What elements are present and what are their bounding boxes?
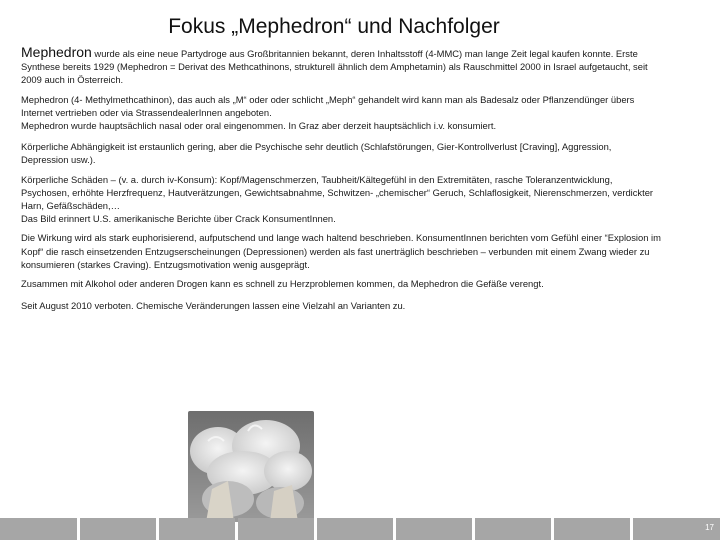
paragraph-damage-text: Körperliche Schäden – (v. a. durch iv-Konsum): Kopf/Magenschmerzen, Taubheit/Kältegefühl in den Extremitäten, rasche Toleranzentwicklung, Psychosen, erhöhte Herzfrequenz, Hautverätzungen, Gewichtsabnahme, Schwitzen- „chemischer“ Geruch, Schlaflosigkeit, Nierenschmerzen, verdickter Harn, Gefäßschäden,…: [21, 173, 654, 212]
footer-segment: [475, 518, 551, 540]
footer-segment: [159, 518, 235, 540]
powder-bags-photo: [188, 411, 314, 522]
paragraph-intro-text: wurde als eine neue Partydroge aus Großbritannien bekannt, deren Inhaltsstoff (4-MMC) man lange Zeit legal kaufen konnte. Erste Synthese bereits 1929 (Mephedron = Derivat des Methcathinons, strukturell ähnlich dem Amphetamin) als Rauschmittel 2000 in Israel aufgetaucht, seit 2009 auch in Österreich.: [21, 48, 648, 86]
footer-segment: [80, 518, 156, 540]
footer-segment: [238, 518, 314, 540]
paragraph-alcohol: Zusammen mit Alkohol oder anderen Drogen kann es schnell zu Herzproblemen kommen, da Mephedron die Gefäße verengt.: [21, 278, 544, 290]
slide-body: [21, 46, 661, 318]
paragraph-consumption-text: Mephedron wurde hauptsächlich nasal oder oral eingenommen. In Graz aber derzeit hauptsächlich i.v. konsumiert.: [21, 120, 497, 132]
footer-segment: [554, 518, 630, 540]
paragraph-damage: [21, 173, 661, 226]
paragraph-ban: Seit August 2010 verboten. Chemische Veränderungen lassen eine Vielzahl an Varianten zu.: [21, 300, 406, 312]
page-number: 17: [705, 523, 714, 532]
paragraph-effect: Die Wirkung wird als stark euphorisierend, aufputschend und lange wach haltend beschrieben. KonsumentInnen berichten vom Gefühl einer “Explosion im Kopf“ die rasch einsetzenden Entzugserscheinungen (Depressionen) werden als fast unerträglich beschrieben – verbunden mit einem Zwang wieder zu konsumieren (starkes Craving). Entzugsmotivation wenig ausgeprägt.: [21, 232, 661, 270]
footer-segment: [0, 518, 77, 540]
paragraph-dependency: Körperliche Abhängigkeit ist erstaunlich gering, aber die Psychische sehr deutlich (Schlafstörungen, Gier-Kontrollverlust [Craving], Aggression, Depression usw.).: [21, 141, 612, 166]
slide-title: Fokus „Mephedron“ und Nachfolger: [168, 15, 500, 38]
footer-segment: [317, 518, 393, 540]
lead-word: Mephedron: [21, 44, 92, 60]
footer-bar: [0, 518, 720, 540]
paragraph-crack-text: Das Bild erinnert U.S. amerikanische Berichte über Crack KonsumentInnen.: [21, 213, 336, 225]
paragraph-forms-text: Mephedron (4- Methylmethcathinon), das auch als „M“ oder oder schlicht „Meph“ gehandelt wird kann man als Badesalz oder Pflanzendünger übers Internet vertrieben oder via StrassendealerInnen angeboten.: [21, 93, 635, 118]
paragraph-intro: [21, 46, 661, 87]
footer-segment: [396, 518, 472, 540]
paragraph-forms: [21, 93, 661, 133]
